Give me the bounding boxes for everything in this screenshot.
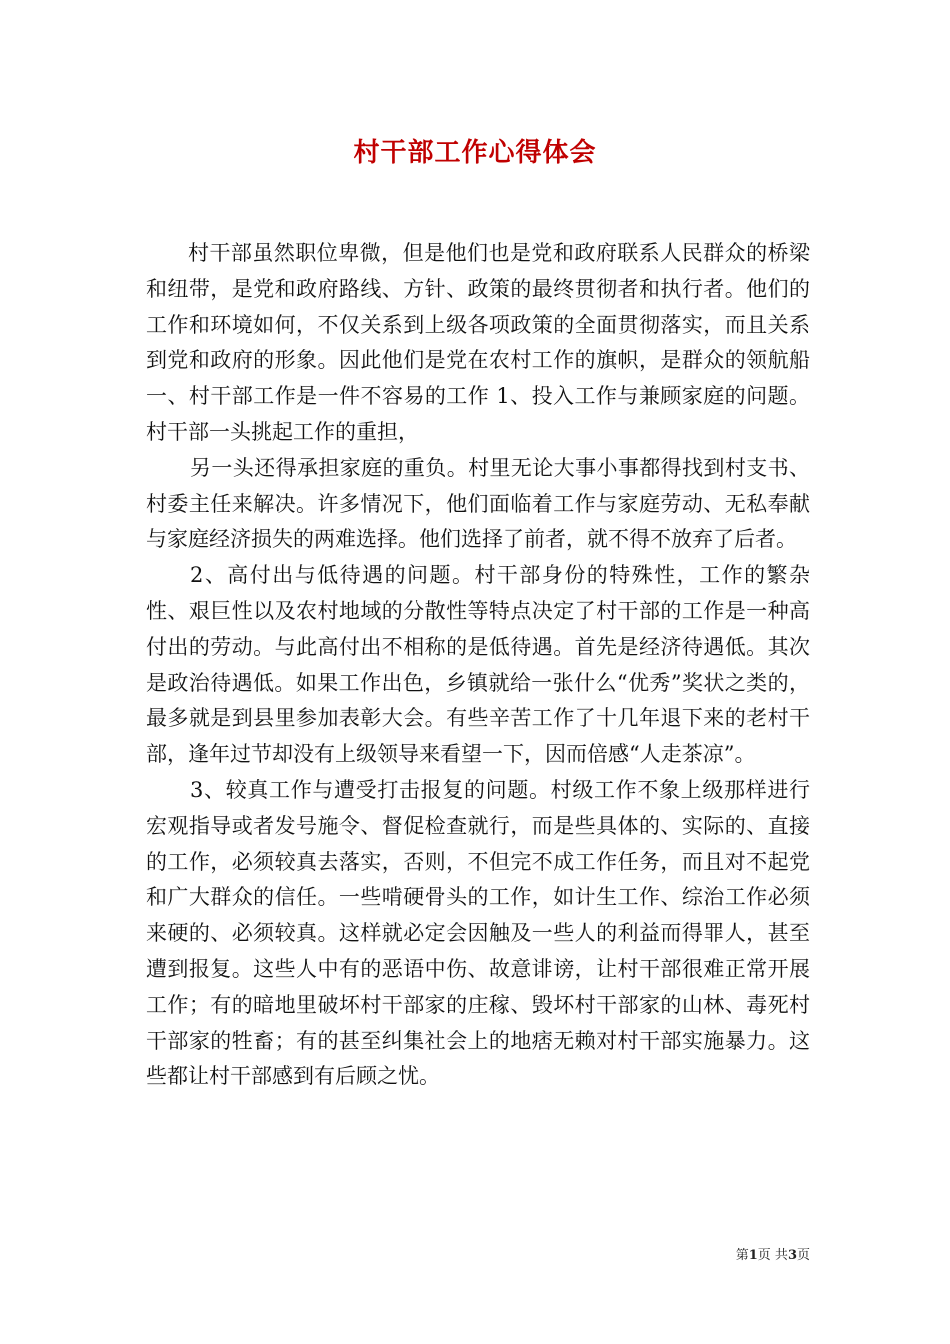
paragraph-2: 另一头还得承担家庭的重负。村里无论大事小事都得找到村支书、村委主任来解决。许多情况下，他们面临着工作与家庭劳动、无私奉献与家庭经济损失的两难选择。他们选择了前者，就不得不放弃了后者。 (146, 455, 810, 552)
footer-suffix: 页 (796, 1248, 810, 1263)
paragraph-3: 2、高付出与低待遇的问题。村干部身份的特殊性，工作的繁杂性、艰巨性以及农村地域的分散性等特点决定了村干部的工作是一种高付出的劳动。与此高付出不相称的是低待遇。首先是经济待遇低。其次是政治待遇低。如果工作出色，乡镇就给一张什么“优秀”奖状之类的，最多就是到县里参加表彰大会。有些辛苦工作了十几年退下来的老村干部，逢年过节却没有上级领导来看望一下，因而倍感“人走茶凉”。 (146, 563, 810, 767)
paragraph-4: 3、较真工作与遭受打击报复的问题。村级工作不象上级那样进行宏观指导或者发号施令、督促检查就行，而是些具体的、实际的、直接的工作，必须较真去落实，否则，不但完不成工作任务，而且对不起党和广大群众的信任。一些啃硬骨头的工作，如计生工作、综治工作必须来硬的、必须较真。这样就必定会因触及一些人的利益而得罪人，甚至遭到报复。这些人中有的恶语中伤、故意诽谤，让村干部很难正常开展工作；有的暗地里破坏村干部家的庄稼、毁坏村干部家的山林、毒死村干部家的牲畜；有的甚至纠集社会上的地痞无赖对村干部实施暴力。这些都让村干部感到有后顾之忧。 (146, 777, 810, 1089)
page-footer (700, 1244, 810, 1263)
footer-current-page: 1 (748, 1248, 758, 1263)
footer-prefix: 第 (735, 1248, 749, 1263)
footer-middle: 页 共 (757, 1248, 788, 1263)
document-body (146, 236, 810, 1095)
document-title: 村干部工作心得体会 (353, 138, 597, 168)
footer-total-pages: 3 (787, 1248, 797, 1263)
paragraph-1: 村干部虽然职位卑微，但是他们也是党和政府联系人民群众的桥梁和纽带，是党和政府路线、方针、政策的最终贯彻者和执行者。他们的工作和环境如何，不仅关系到上级各项政策的全面贯彻落实，而且关系到党和政府的形象。因此他们是党在农村工作的旗帜，是群众的领航船一、村干部工作是一件不容易的工作 1、投入工作与兼顾家庭的问题。村干部一头挑起工作的重担， (146, 241, 810, 444)
